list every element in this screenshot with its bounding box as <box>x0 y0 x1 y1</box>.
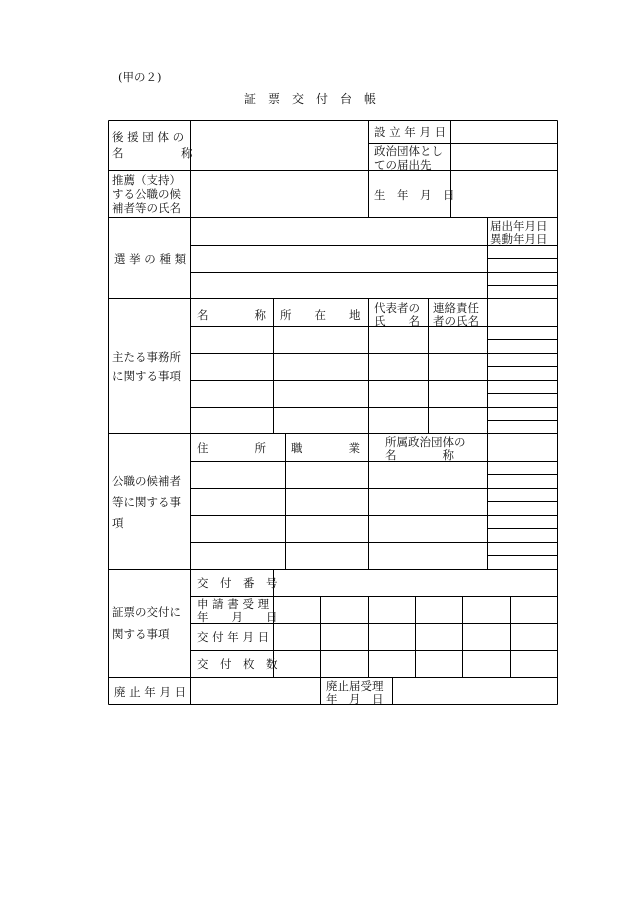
candidate-label-3: 項 <box>112 516 124 530</box>
candidate-affiliation-header: 所属政治団体の <box>385 435 466 449</box>
office-rep-header: 代表者の <box>374 301 420 315</box>
cert-apply-label: 申 請 書 受 理 <box>197 597 270 611</box>
notify-date-label: 届出年月日 <box>490 219 548 233</box>
office-rep-header-2: 氏 名 <box>374 314 420 328</box>
cert-label-2: 関する事項 <box>112 627 170 641</box>
election-type-label: 選 挙 の 種 類 <box>114 252 187 266</box>
candidate-label: 公職の候補者 <box>112 474 181 488</box>
office-contact-header-2: 者の氏名 <box>433 314 479 328</box>
recommended-label-3: 補者等の氏名 <box>112 201 181 215</box>
birth-date-label: 生 年 月 日 <box>374 188 455 202</box>
org-name-label-2: 名 称 <box>112 146 193 160</box>
candidate-affiliation-header-2: 名 称 <box>385 448 454 462</box>
page-title: 証 票 交 付 台 帳 <box>244 92 377 106</box>
political-org-label-2: ての届出先 <box>374 158 432 172</box>
office-contact-header: 連絡責任 <box>433 301 479 315</box>
abolish-recv-label: 廃止届受理 <box>326 679 384 693</box>
candidate-label-2: 等に関する事 <box>112 495 181 509</box>
office-location-header: 所 在 地 <box>280 308 361 322</box>
candidate-occupation-header: 職 業 <box>291 441 360 455</box>
change-date-label: 異動年月日 <box>490 232 548 246</box>
abolish-date-label: 廃 止 年 月 日 <box>114 685 187 699</box>
cert-count-label: 交 付 枚 数 <box>197 657 278 671</box>
cert-apply-label-2: 年 月 日 <box>197 610 278 624</box>
office-label-2: に関する事項 <box>112 369 181 383</box>
candidate-address-header: 住 所 <box>197 441 266 455</box>
political-org-label: 政治団体とし <box>374 144 443 158</box>
abolish-recv-label-2: 年 月 日 <box>326 692 384 706</box>
recommended-label-2: する公職の候 <box>112 187 181 201</box>
cert-issue-date-label: 交 付 年 月 日 <box>197 630 270 644</box>
org-name-label: 後 援 団 体 の <box>112 130 185 144</box>
established-date-label: 設 立 年 月 日 <box>374 125 447 139</box>
cert-label: 証票の交付に <box>112 605 181 619</box>
office-label: 主たる事務所 <box>112 350 181 364</box>
recommended-label: 推薦（支持） <box>112 173 181 187</box>
form-id: (甲の２) <box>118 70 162 84</box>
office-name-header: 名 称 <box>197 308 266 322</box>
cert-number-label: 交 付 番 号 <box>197 576 278 590</box>
